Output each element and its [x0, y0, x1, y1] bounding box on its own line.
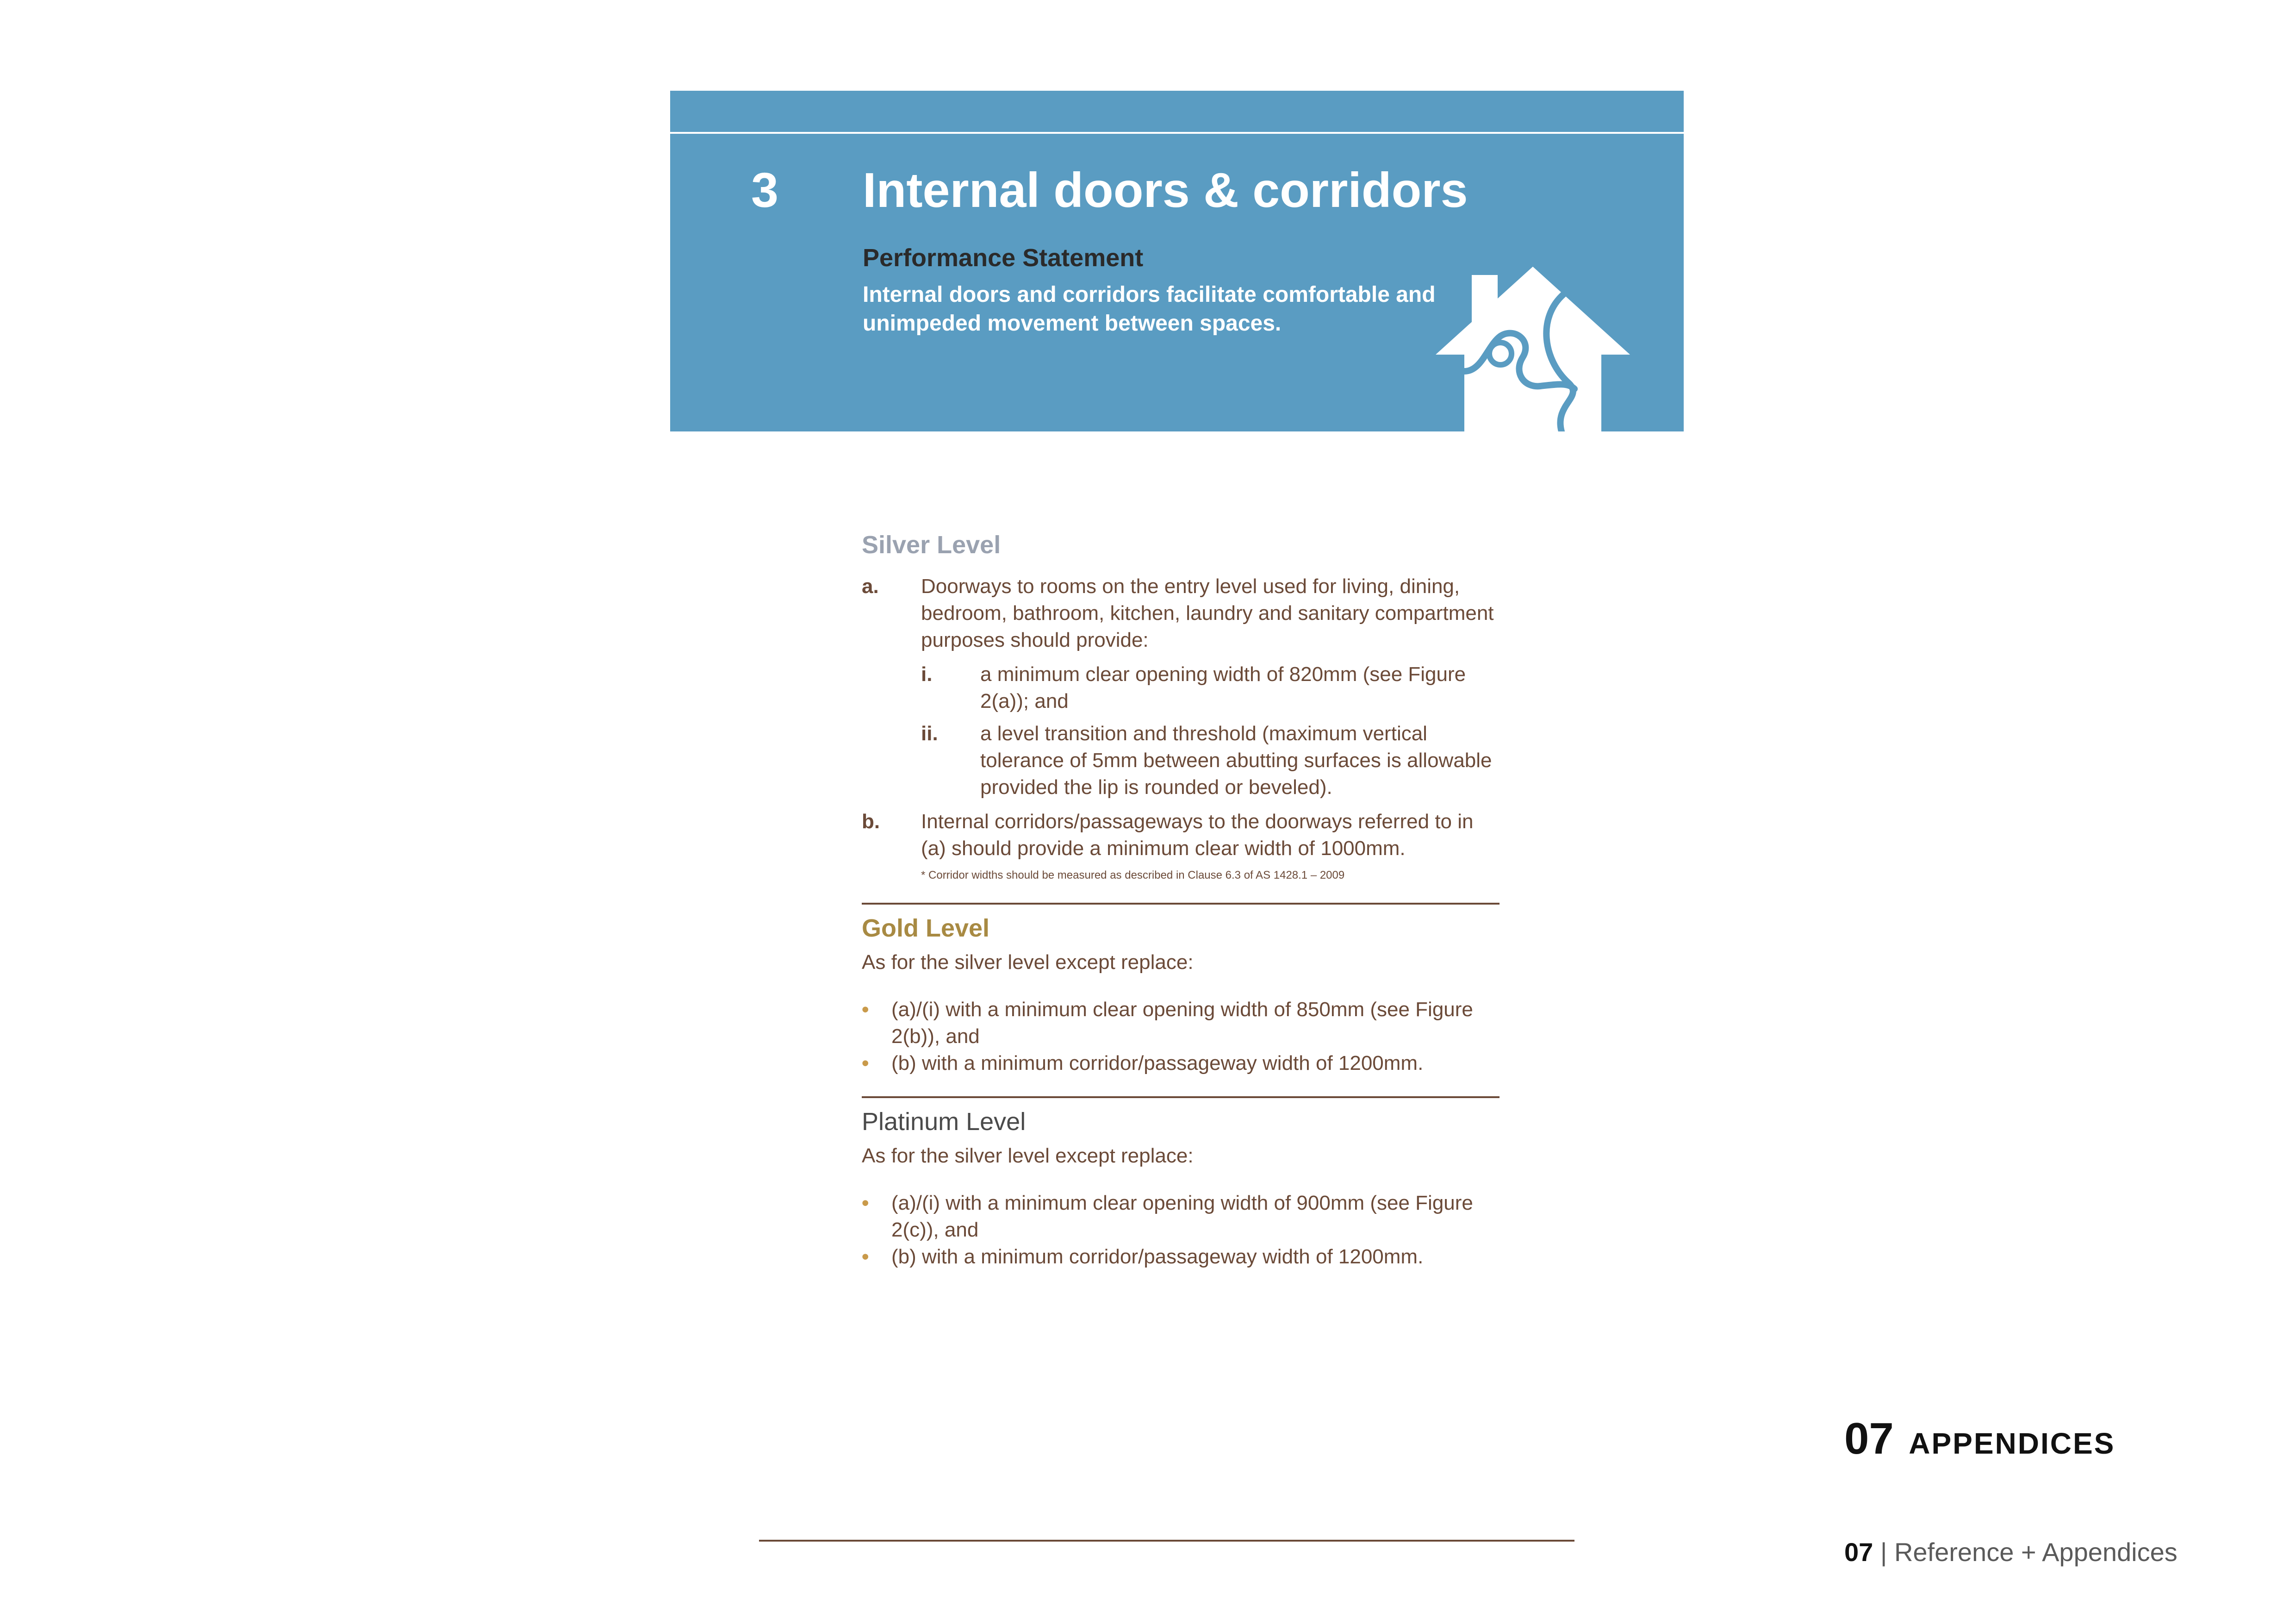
bullet-text: (a)/(i) with a minimum clear opening width of 900mm (see Figure 2(c)), and [891, 1192, 1473, 1241]
section-banner [670, 91, 1684, 431]
sub-item-marker: ii. [921, 722, 938, 745]
list-item [862, 808, 1500, 862]
bullet-text: (b) with a minimum corridor/passageway width of 1200mm. [891, 1245, 1424, 1268]
silver-level-section [862, 532, 1500, 882]
silver-level-title: Silver Level [862, 531, 1001, 559]
bullet-item [862, 996, 1500, 1050]
platinum-level-section [862, 1109, 1500, 1270]
item-marker: a. [862, 575, 879, 598]
sub-list-item [921, 720, 1500, 801]
bullet-item [862, 1243, 1500, 1270]
sub-item-text: a level transition and threshold (maximum vertical tolerance of 5mm between abutting surfaces is allowable provided the lip is rounded or beveled). [980, 722, 1492, 799]
requirements-column [862, 532, 1500, 1270]
platinum-level-title: Platinum Level [862, 1108, 1026, 1136]
sub-item-marker: i. [921, 663, 933, 686]
footer-divider [759, 1540, 1574, 1542]
sub-item-text: a minimum clear opening width of 820mm (see Figure 2(a)); and [980, 663, 1466, 712]
bullet-item [862, 1190, 1500, 1243]
item-marker: b. [862, 810, 880, 833]
platinum-intro: As for the silver level except replace: [862, 1144, 1194, 1167]
bullet-marker: • [862, 1052, 869, 1074]
footer-title: | Reference + Appendices [1880, 1537, 2178, 1567]
bullet-text: (a)/(i) with a minimum clear opening width of 850mm (see Figure 2(b)), and [891, 998, 1473, 1048]
banner-divider [670, 132, 1684, 134]
section-number: 3 [751, 163, 778, 218]
footnote: * Corridor widths should be measured as described in Clause 6.3 of AS 1428.1 – 2009 [921, 869, 1345, 881]
chapter-heading [1844, 1414, 2116, 1463]
performance-heading: Performance Statement [863, 244, 1144, 272]
bullet-text: (b) with a minimum corridor/passageway width of 1200mm. [891, 1052, 1424, 1074]
item-text: Doorways to rooms on the entry level used for living, dining, bedroom, bathroom, kitchen, laundry and sanitary compartment purposes should provide: [921, 575, 1494, 651]
house-puzzle-icon [1436, 267, 1630, 431]
gold-level-section [862, 916, 1500, 1077]
performance-text: Internal doors and corridors facilitate comfortable and unimpeded movement between spaces. [863, 282, 1436, 336]
bullet-marker: • [862, 998, 869, 1021]
bullet-item [862, 1050, 1500, 1077]
gold-intro: As for the silver level except replace: [862, 951, 1194, 974]
chapter-label: APPENDICES [1909, 1427, 2116, 1460]
sub-list-item [921, 661, 1500, 715]
gold-level-title: Gold Level [862, 914, 990, 942]
list-item [862, 573, 1500, 654]
bullet-marker: • [862, 1192, 869, 1214]
footer-chapter-number: 07 [1844, 1537, 1873, 1567]
page-footer [1844, 1539, 2178, 1565]
item-text: Internal corridors/passageways to the doorways referred to in (a) should provide a minimum clear width of 1000mm. [921, 810, 1474, 860]
bullet-marker: • [862, 1245, 869, 1268]
section-title: Internal doors & corridors [863, 163, 1468, 218]
chapter-number: 07 [1844, 1414, 1894, 1463]
